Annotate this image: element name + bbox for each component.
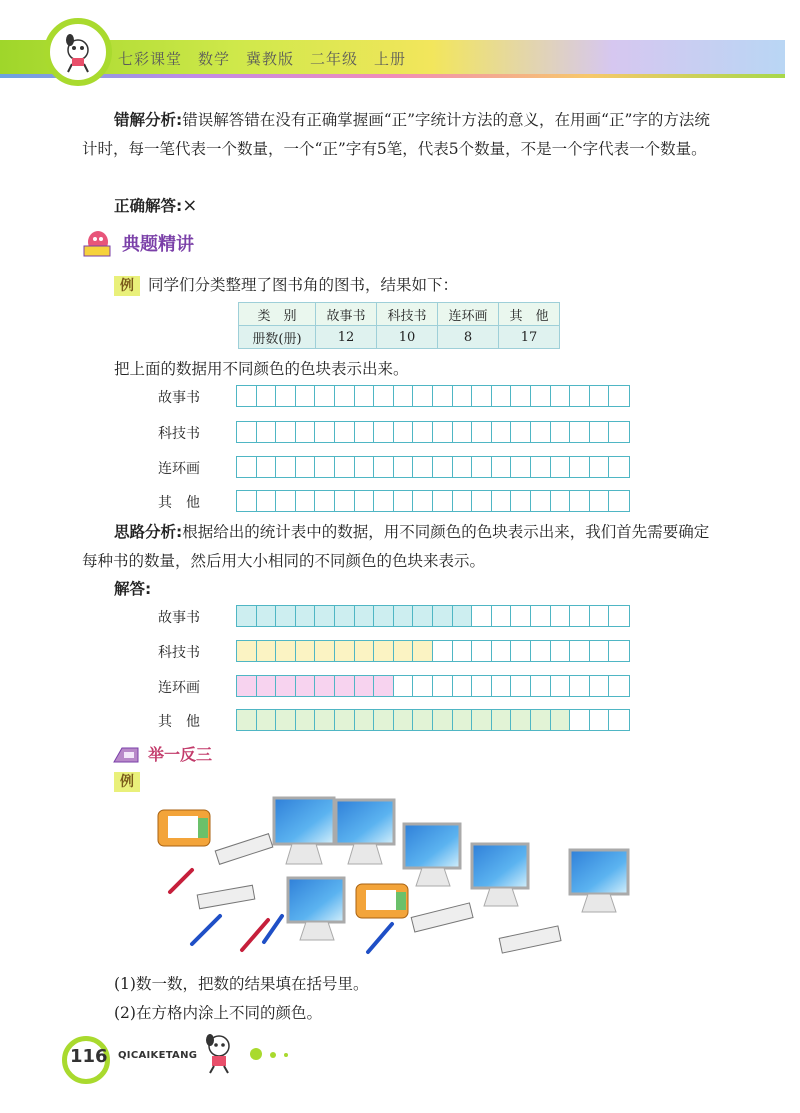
grid-cell — [315, 641, 335, 661]
grid-cell — [335, 676, 355, 696]
blank-grid-row — [0, 456, 800, 478]
grid-cell — [433, 676, 453, 696]
grid-cell[interactable] — [433, 457, 453, 477]
grid-cell[interactable] — [511, 457, 531, 477]
error-analysis-label: 错解分析: — [114, 111, 183, 129]
reading-mascot-icon — [80, 228, 114, 258]
grid-cell[interactable] — [296, 491, 316, 511]
thinking-label: 思路分析: — [114, 523, 183, 541]
grid-label: 其 他 — [158, 495, 200, 511]
grid-cell — [472, 676, 492, 696]
grid-cell[interactable] — [551, 422, 571, 442]
grid-cell[interactable] — [453, 457, 473, 477]
abacus-icon — [197, 885, 255, 909]
grid-cell — [609, 710, 629, 730]
grid-cell[interactable] — [413, 457, 433, 477]
grid-cell — [257, 606, 277, 626]
grid-cell[interactable] — [374, 386, 394, 406]
grid-cell[interactable] — [511, 491, 531, 511]
grid-cell — [570, 641, 590, 661]
grid-cell — [276, 641, 296, 661]
table-cell: 17 — [499, 326, 560, 349]
monitor-icon — [570, 850, 628, 912]
objects-illustration — [156, 792, 642, 968]
grid-cell[interactable] — [453, 422, 473, 442]
grid-cell[interactable] — [394, 422, 414, 442]
correct-answer — [114, 194, 197, 216]
grid-cell[interactable] — [531, 386, 551, 406]
section-practice-title: 举一反三 — [148, 745, 213, 764]
grid-cell — [335, 710, 355, 730]
grid-label: 故事书 — [158, 390, 200, 406]
blank-grid[interactable] — [236, 421, 630, 443]
grid-cell — [551, 606, 571, 626]
grid-cell — [551, 676, 571, 696]
abacus-icon — [499, 926, 561, 953]
grid-cell[interactable] — [296, 457, 316, 477]
blank-grid-row — [0, 421, 800, 443]
grid-cell[interactable] — [531, 422, 551, 442]
grid-cell — [257, 641, 277, 661]
grid-cell — [433, 641, 453, 661]
grid-cell[interactable] — [590, 457, 610, 477]
table-header-row — [239, 303, 560, 326]
grid-cell — [531, 641, 551, 661]
grid-cell — [590, 710, 610, 730]
grid-cell — [609, 606, 629, 626]
grid-cell — [609, 641, 629, 661]
grid-cell — [551, 710, 571, 730]
grid-cell[interactable] — [590, 386, 610, 406]
abacus-icon — [215, 834, 273, 865]
grid-cell — [511, 606, 531, 626]
grid-cell[interactable] — [355, 491, 375, 511]
monitor-icon — [274, 798, 334, 864]
grid-cell[interactable] — [315, 422, 335, 442]
grid-cell[interactable] — [472, 386, 492, 406]
error-analysis — [82, 106, 722, 164]
grid-cell — [472, 710, 492, 730]
grid-cell — [276, 606, 296, 626]
grid-cell — [413, 676, 433, 696]
answer-grid — [236, 709, 630, 731]
grid-cell — [296, 606, 316, 626]
grid-cell[interactable] — [551, 457, 571, 477]
monitor-icon — [288, 878, 344, 940]
grid-cell[interactable] — [237, 491, 257, 511]
grid-cell — [570, 710, 590, 730]
answer-label: 解答: — [114, 580, 152, 598]
grid-cell[interactable] — [511, 422, 531, 442]
grid-cell[interactable] — [609, 422, 629, 442]
table-cell: 其 他 — [499, 303, 560, 326]
table-cell: 8 — [438, 326, 499, 349]
grid-cell — [394, 641, 414, 661]
grid-cell — [453, 641, 473, 661]
decor-dot — [250, 1048, 262, 1060]
grid-cell — [511, 676, 531, 696]
grid-cell — [531, 676, 551, 696]
grid-cell — [511, 710, 531, 730]
correct-answer-value: × — [182, 195, 198, 216]
grid-cell — [315, 676, 335, 696]
grid-cell — [374, 641, 394, 661]
footer-brand: QICAIKETANG — [118, 1050, 198, 1061]
grid-cell[interactable] — [237, 386, 257, 406]
grid-cell — [315, 606, 335, 626]
grid-cell — [355, 676, 375, 696]
monitor-icon — [472, 844, 528, 906]
grid-cell — [335, 641, 355, 661]
grid-cell[interactable] — [472, 457, 492, 477]
grid-cell[interactable] — [590, 491, 610, 511]
grid-cell[interactable] — [276, 491, 296, 511]
pen-icon — [242, 920, 268, 950]
grid-cell — [472, 606, 492, 626]
grid-cell — [276, 676, 296, 696]
header-title: 七彩课堂 数学 冀教版 二年级 上册 — [118, 50, 407, 68]
grid-cell[interactable] — [609, 386, 629, 406]
grid-cell[interactable] — [492, 422, 512, 442]
grid-cell[interactable] — [551, 491, 571, 511]
grid-cell — [413, 710, 433, 730]
correct-answer-label: 正确解答: — [114, 197, 183, 215]
grid-cell — [237, 641, 257, 661]
grid-cell — [492, 606, 512, 626]
pen-icon — [170, 870, 192, 892]
grid-cell — [531, 606, 551, 626]
grid-label: 故事书 — [158, 610, 200, 626]
grid-cell — [394, 710, 414, 730]
grid-cell[interactable] — [590, 422, 610, 442]
telephone-icon — [158, 810, 210, 846]
table-cell: 故事书 — [316, 303, 377, 326]
grid-label: 科技书 — [158, 426, 200, 442]
grid-cell — [413, 641, 433, 661]
blank-grid[interactable] — [236, 385, 630, 407]
grid-cell — [257, 676, 277, 696]
answer-grid-row — [0, 709, 800, 731]
monitor-icon — [404, 824, 460, 886]
table-row — [239, 326, 560, 349]
grid-cell — [374, 710, 394, 730]
telephone-icon — [356, 884, 408, 918]
grid-cell — [511, 641, 531, 661]
grid-cell — [551, 641, 571, 661]
grid-cell — [296, 676, 316, 696]
grid-cell[interactable] — [276, 422, 296, 442]
grid-cell — [570, 606, 590, 626]
grid-cell — [433, 710, 453, 730]
grid-cell[interactable] — [531, 457, 551, 477]
grid-cell[interactable] — [413, 386, 433, 406]
grid-cell — [276, 710, 296, 730]
practice-tag: 例 — [114, 772, 140, 792]
grid-cell — [315, 710, 335, 730]
blank-grid[interactable] — [236, 456, 630, 478]
grid-cell — [492, 710, 512, 730]
grid-label: 连环画 — [158, 461, 200, 477]
grid-cell — [374, 606, 394, 626]
grid-cell[interactable] — [355, 386, 375, 406]
table-cell: 科技书 — [377, 303, 438, 326]
grid-cell[interactable] — [355, 422, 375, 442]
mascot-icon — [50, 24, 106, 80]
grid-cell[interactable] — [433, 491, 453, 511]
grid-cell — [355, 641, 375, 661]
example-text: 同学们分类整理了图书角的图书，结果如下： — [148, 276, 459, 294]
grid-cell[interactable] — [374, 457, 394, 477]
page-number: 116 — [70, 1046, 108, 1067]
grid-cell[interactable] — [374, 491, 394, 511]
grid-cell[interactable] — [374, 422, 394, 442]
section-practice-heading — [112, 742, 212, 765]
grid-cell — [413, 606, 433, 626]
grid-cell[interactable] — [433, 386, 453, 406]
grid-cell[interactable] — [413, 422, 433, 442]
grid-cell[interactable] — [551, 386, 571, 406]
answer-grid-row — [0, 640, 800, 662]
answer-grid — [236, 605, 630, 627]
grid-cell — [335, 606, 355, 626]
grid-cell — [590, 606, 610, 626]
grid-cell[interactable] — [237, 422, 257, 442]
grid-cell — [609, 676, 629, 696]
grid-cell[interactable] — [394, 386, 414, 406]
grid-cell — [355, 710, 375, 730]
grid-cell[interactable] — [315, 386, 335, 406]
grid-cell[interactable] — [413, 491, 433, 511]
grid-cell — [296, 710, 316, 730]
book-stat-table — [238, 302, 560, 349]
grid-cell[interactable] — [335, 422, 355, 442]
blank-grid[interactable] — [236, 490, 630, 512]
grid-cell — [433, 606, 453, 626]
practice-icon — [112, 744, 140, 764]
grid-cell[interactable] — [453, 491, 473, 511]
grid-cell[interactable] — [492, 386, 512, 406]
grid-cell[interactable] — [335, 386, 355, 406]
grid-cell[interactable] — [237, 457, 257, 477]
grid-cell — [237, 606, 257, 626]
blank-grid-row — [0, 385, 800, 407]
grid-cell — [237, 676, 257, 696]
grid-cell[interactable] — [492, 491, 512, 511]
grid-cell[interactable] — [609, 491, 629, 511]
example-tag: 例 — [114, 276, 140, 296]
thinking-analysis — [82, 518, 722, 576]
grid-cell — [453, 676, 473, 696]
grid-cell — [394, 606, 414, 626]
grid-cell[interactable] — [511, 386, 531, 406]
grid-cell[interactable] — [315, 491, 335, 511]
abacus-icon — [411, 903, 473, 932]
grid-cell[interactable] — [296, 386, 316, 406]
grid-cell[interactable] — [257, 386, 277, 406]
question-2: (2)在方格内涂上不同的颜色。 — [114, 1004, 322, 1022]
grid-cell[interactable] — [570, 386, 590, 406]
grid-cell[interactable] — [257, 457, 277, 477]
grid-cell[interactable] — [257, 491, 277, 511]
grid-cell[interactable] — [433, 422, 453, 442]
grid-cell — [492, 676, 512, 696]
grid-cell — [453, 606, 473, 626]
error-analysis-text: 错误解答错在没有正确掌握画“正”字统计方法的意义，在用画“正”字的方法统计时，每一笔代表一个数量，一个“正”字有5笔，代表5个数量，不是一个字代表一个数量。 — [82, 111, 710, 158]
grid-cell[interactable] — [315, 457, 335, 477]
answer-grid — [236, 675, 630, 697]
grid-cell[interactable] — [492, 457, 512, 477]
grid-label: 科技书 — [158, 645, 200, 661]
thinking-text: 根据给出的统计表中的数据，用不同颜色的色块表示出来，我们首先需要确定每种书的数量，然后用大小相同的不同颜色的色块来表示。 — [82, 523, 710, 570]
footer-mascot-icon — [196, 1030, 242, 1074]
grid-cell[interactable] — [355, 457, 375, 477]
grid-cell[interactable] — [276, 457, 296, 477]
grid-cell[interactable] — [472, 491, 492, 511]
table-cell: 12 — [316, 326, 377, 349]
table-cell: 10 — [377, 326, 438, 349]
grid-cell — [296, 641, 316, 661]
answer-grid — [236, 640, 630, 662]
grid-cell[interactable] — [609, 457, 629, 477]
grid-cell[interactable] — [531, 491, 551, 511]
grid-cell[interactable] — [453, 386, 473, 406]
grid-cell — [570, 676, 590, 696]
grid-cell[interactable] — [472, 422, 492, 442]
grid-label: 其 他 — [158, 714, 200, 730]
example-instruction: 把上面的数据用不同颜色的色块表示出来。 — [114, 360, 409, 378]
grid-cell[interactable] — [296, 422, 316, 442]
mascot-logo — [44, 18, 112, 86]
grid-cell — [257, 710, 277, 730]
section-example-title: 典题精讲 — [122, 234, 194, 255]
grid-cell — [394, 676, 414, 696]
grid-cell[interactable] — [394, 491, 414, 511]
grid-cell[interactable] — [276, 386, 296, 406]
grid-cell — [590, 641, 610, 661]
decor-dot — [284, 1053, 288, 1057]
grid-cell[interactable] — [570, 422, 590, 442]
question-1: (1)数一数，把数的结果填在括号里。 — [114, 975, 369, 993]
decor-dot — [270, 1052, 276, 1058]
answer-grid-row — [0, 675, 800, 697]
pen-icon — [368, 924, 392, 952]
grid-cell — [492, 641, 512, 661]
grid-cell — [531, 710, 551, 730]
grid-cell — [374, 676, 394, 696]
grid-cell[interactable] — [570, 491, 590, 511]
grid-cell — [472, 641, 492, 661]
grid-cell — [355, 606, 375, 626]
header-stripe — [0, 74, 785, 78]
grid-label: 连环画 — [158, 680, 200, 696]
grid-cell — [590, 676, 610, 696]
grid-cell[interactable] — [570, 457, 590, 477]
grid-cell[interactable] — [335, 491, 355, 511]
monitor-icon — [336, 800, 394, 864]
answer-grid-row — [0, 605, 800, 627]
table-cell: 连环画 — [438, 303, 499, 326]
table-cell: 册数(册) — [239, 326, 316, 349]
pen-icon — [192, 916, 220, 944]
grid-cell[interactable] — [257, 422, 277, 442]
grid-cell — [237, 710, 257, 730]
grid-cell[interactable] — [335, 457, 355, 477]
grid-cell[interactable] — [394, 457, 414, 477]
section-example-heading — [80, 228, 194, 258]
grid-cell — [453, 710, 473, 730]
blank-grid-row — [0, 490, 800, 512]
table-cell: 类 别 — [239, 303, 316, 326]
